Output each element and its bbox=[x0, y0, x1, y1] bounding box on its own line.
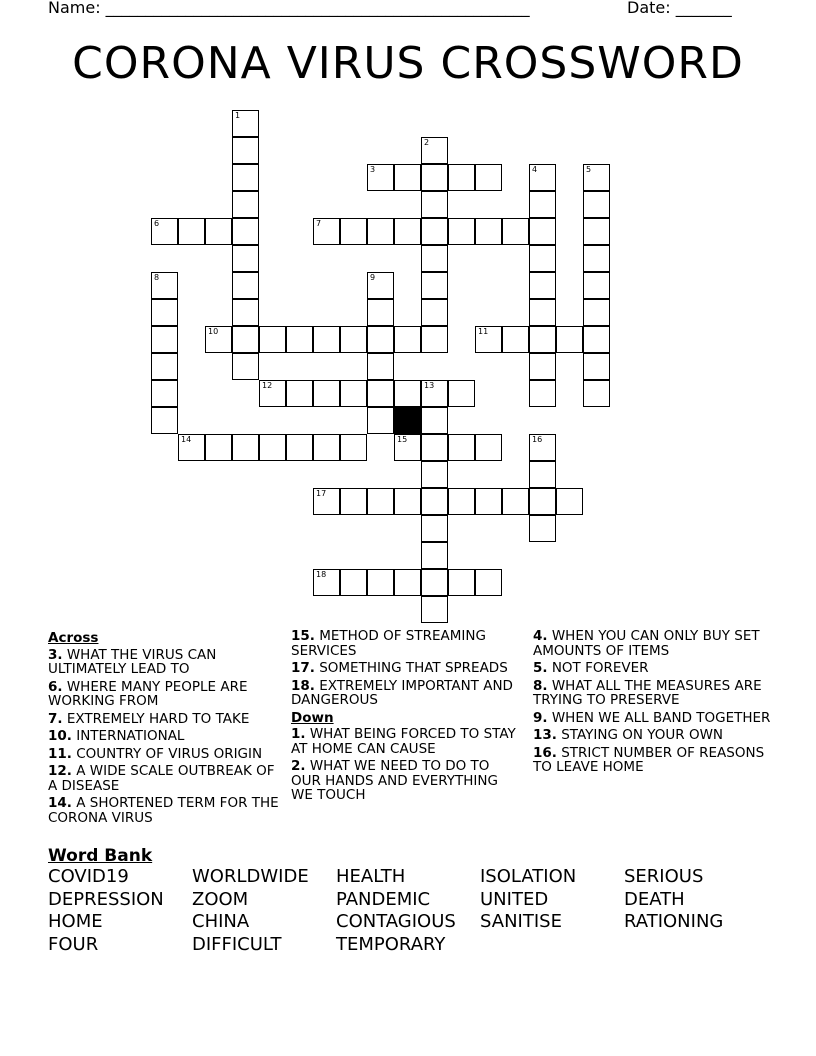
grid-cell[interactable] bbox=[502, 488, 529, 515]
grid-cell[interactable] bbox=[583, 191, 610, 218]
grid-cell[interactable] bbox=[178, 218, 205, 245]
clue-across-6 bbox=[48, 680, 280, 709]
grid-cell[interactable] bbox=[232, 272, 259, 299]
clue-number-label: 13 bbox=[424, 381, 435, 390]
grid-cell[interactable] bbox=[529, 461, 556, 488]
clues-column-1 bbox=[48, 629, 280, 828]
clue-number-label: 16 bbox=[532, 435, 543, 444]
clues-column-2 bbox=[291, 629, 523, 806]
grid-cell[interactable] bbox=[232, 326, 259, 353]
grid-cell[interactable] bbox=[448, 569, 475, 596]
clue-text: STRICT NUMBER OF REASONS TO LEAVE HOME bbox=[533, 744, 765, 775]
clue-number-label: 14 bbox=[181, 435, 192, 444]
clue-across-10 bbox=[48, 729, 280, 744]
clue-down-9 bbox=[533, 711, 773, 726]
word-bank-word: UNITED bbox=[480, 888, 549, 910]
clue-number-label: 4 bbox=[532, 165, 538, 174]
word-bank-word: DIFFICULT bbox=[192, 933, 282, 955]
clue-across-15 bbox=[291, 629, 523, 658]
grid-cell[interactable] bbox=[529, 326, 556, 353]
clue-across-7 bbox=[48, 712, 280, 727]
across-heading: Across bbox=[48, 630, 99, 646]
grid-cell[interactable] bbox=[286, 326, 313, 353]
grid-cell[interactable] bbox=[286, 434, 313, 461]
word-bank-word: SANITISE bbox=[480, 911, 562, 932]
grid-cell[interactable] bbox=[421, 515, 448, 542]
word-bank-word: DEATH bbox=[624, 888, 685, 910]
grid-cell[interactable] bbox=[232, 164, 259, 191]
clue-text: STAYING ON YOUR OWN bbox=[561, 727, 724, 743]
grid-cell[interactable] bbox=[340, 569, 367, 596]
date-field-label[interactable]: Date: _______ bbox=[627, 0, 732, 17]
grid-cell[interactable] bbox=[151, 380, 178, 407]
clue-number: 11. bbox=[48, 745, 72, 762]
grid-cell[interactable] bbox=[421, 488, 448, 515]
grid-cell[interactable] bbox=[151, 353, 178, 380]
grid-cell[interactable] bbox=[232, 110, 259, 137]
clue-across-3 bbox=[48, 648, 280, 677]
clue-text: A WIDE SCALE OUTBREAK OF A DISEASE bbox=[48, 763, 275, 794]
grid-cell[interactable] bbox=[340, 326, 367, 353]
clue-number: 16. bbox=[533, 744, 557, 761]
word-bank-word: TEMPORARY bbox=[336, 933, 446, 955]
grid-cell[interactable] bbox=[313, 434, 340, 461]
grid-cell[interactable] bbox=[475, 569, 502, 596]
grid-cell[interactable] bbox=[529, 245, 556, 272]
clue-text: WHEN WE ALL BAND TOGETHER bbox=[551, 709, 771, 726]
grid-cell[interactable] bbox=[583, 164, 610, 191]
clue-text: WHAT ALL THE MEASURES ARE TRYING TO PRESERVE bbox=[533, 677, 762, 708]
clue-text: A SHORTENED TERM FOR THE CORONA VIRUS bbox=[48, 795, 279, 826]
clue-number: 12. bbox=[48, 763, 72, 779]
word-bank-word: ISOLATION bbox=[480, 866, 577, 887]
grid-cell[interactable] bbox=[448, 380, 475, 407]
grid-cell[interactable] bbox=[421, 434, 448, 461]
grid-cell[interactable] bbox=[529, 380, 556, 407]
clue-number-label: 2 bbox=[424, 138, 430, 147]
clue-number: 2. bbox=[291, 758, 306, 774]
clue-number-label: 10 bbox=[208, 327, 219, 336]
word-bank-word: HOME bbox=[48, 911, 103, 932]
grid-cell[interactable] bbox=[475, 164, 502, 191]
clue-number: 10. bbox=[48, 728, 72, 744]
grid-cell[interactable] bbox=[475, 434, 502, 461]
grid-cell[interactable] bbox=[475, 218, 502, 245]
grid-cell[interactable] bbox=[232, 191, 259, 218]
grid-cell[interactable] bbox=[475, 488, 502, 515]
grid-cell[interactable] bbox=[421, 461, 448, 488]
grid-cell[interactable] bbox=[394, 434, 421, 461]
grid-cell[interactable] bbox=[367, 488, 394, 515]
down-heading: Down bbox=[291, 709, 334, 726]
grid-cell[interactable] bbox=[367, 272, 394, 299]
clue-number-label: 17 bbox=[316, 489, 327, 498]
clue-number: 15. bbox=[291, 628, 315, 644]
clue-text: EXTREMELY IMPORTANT AND DANGEROUS bbox=[291, 677, 513, 708]
grid-cell[interactable] bbox=[367, 164, 394, 191]
clue-number-label: 1 bbox=[235, 111, 241, 120]
grid-cell[interactable] bbox=[421, 137, 448, 164]
clue-number: 9. bbox=[533, 709, 548, 726]
clue-number: 18. bbox=[291, 677, 315, 694]
grid-cell[interactable] bbox=[448, 488, 475, 515]
grid-cell[interactable] bbox=[529, 191, 556, 218]
page-title: CORONA VIRUS CROSSWORD bbox=[72, 38, 744, 89]
grid-cell[interactable] bbox=[421, 191, 448, 218]
grid-cell[interactable] bbox=[151, 299, 178, 326]
clue-text: NOT FOREVER bbox=[551, 660, 649, 676]
clue-text: WHEN YOU CAN ONLY BUY SET AMOUNTS OF ITEMS bbox=[533, 628, 760, 659]
grid-cell[interactable] bbox=[421, 218, 448, 245]
name-field-label[interactable]: Name: _____________________________________________________ bbox=[48, 0, 530, 17]
clue-number-label: 12 bbox=[262, 381, 273, 390]
grid-cell[interactable] bbox=[421, 326, 448, 353]
grid-cell[interactable] bbox=[259, 434, 286, 461]
grid-cell[interactable] bbox=[367, 299, 394, 326]
grid-cell[interactable] bbox=[205, 218, 232, 245]
word-bank-word: CHINA bbox=[192, 911, 250, 932]
word-bank-word: HEALTH bbox=[336, 866, 406, 887]
clue-down-2 bbox=[291, 759, 523, 803]
grid-cell[interactable] bbox=[529, 299, 556, 326]
grid-cell[interactable] bbox=[232, 434, 259, 461]
word-bank-word: ZOOM bbox=[192, 888, 249, 910]
clue-down-1 bbox=[291, 727, 523, 756]
grid-cell[interactable] bbox=[367, 353, 394, 380]
clue-number-label: 15 bbox=[397, 435, 408, 444]
grid-cell[interactable] bbox=[232, 218, 259, 245]
grid-cell[interactable] bbox=[286, 380, 313, 407]
word-bank-word: CONTAGIOUS bbox=[336, 911, 456, 932]
grid-cell[interactable] bbox=[259, 380, 286, 407]
clue-number: 6. bbox=[48, 678, 63, 695]
clue-down-8 bbox=[533, 679, 773, 708]
word-bank-word: SERIOUS bbox=[624, 866, 704, 887]
clue-across-12 bbox=[48, 764, 280, 793]
clue-text: WHAT THE VIRUS CAN ULTIMATELY LEAD TO bbox=[48, 646, 217, 677]
clue-number: 1. bbox=[291, 726, 306, 742]
word-bank-word: DEPRESSION bbox=[48, 888, 164, 910]
clue-number: 17. bbox=[291, 660, 315, 676]
grid-cell[interactable] bbox=[529, 515, 556, 542]
grid-cell[interactable] bbox=[529, 488, 556, 515]
word-bank bbox=[48, 846, 768, 956]
clue-number-label: 8 bbox=[154, 273, 160, 282]
word-bank-word: WORLDWIDE bbox=[192, 866, 309, 887]
grid-cell[interactable] bbox=[556, 488, 583, 515]
grid-cell[interactable] bbox=[367, 326, 394, 353]
grid-cell[interactable] bbox=[394, 380, 421, 407]
grid-cell[interactable] bbox=[421, 272, 448, 299]
grid-cell[interactable] bbox=[529, 218, 556, 245]
clue-text: INTERNATIONAL bbox=[76, 728, 185, 744]
grid-cell[interactable] bbox=[367, 218, 394, 245]
clue-down-5 bbox=[533, 661, 773, 676]
clue-number: 4. bbox=[533, 628, 548, 644]
grid-cell[interactable] bbox=[340, 488, 367, 515]
clue-number: 7. bbox=[48, 710, 63, 727]
clue-number: 13. bbox=[533, 727, 557, 743]
grid-cell[interactable] bbox=[583, 326, 610, 353]
grid-cell[interactable] bbox=[421, 164, 448, 191]
grid-cell[interactable] bbox=[394, 488, 421, 515]
word-bank-word: RATIONING bbox=[624, 911, 724, 932]
grid-cell[interactable] bbox=[232, 137, 259, 164]
clue-number: 14. bbox=[48, 795, 72, 811]
grid-cell[interactable] bbox=[367, 380, 394, 407]
grid-block bbox=[394, 407, 421, 434]
grid-cell[interactable] bbox=[151, 407, 178, 434]
clue-down-4 bbox=[533, 629, 773, 658]
grid-cell[interactable] bbox=[529, 164, 556, 191]
grid-cell[interactable] bbox=[151, 218, 178, 245]
grid-cell[interactable] bbox=[583, 272, 610, 299]
grid-cell[interactable] bbox=[529, 272, 556, 299]
grid-cell[interactable] bbox=[502, 326, 529, 353]
grid-cell[interactable] bbox=[583, 353, 610, 380]
clue-text: SOMETHING THAT SPREADS bbox=[319, 660, 508, 676]
grid-cell[interactable] bbox=[232, 353, 259, 380]
grid-cell[interactable] bbox=[205, 434, 232, 461]
grid-cell[interactable] bbox=[529, 434, 556, 461]
grid-cell[interactable] bbox=[232, 299, 259, 326]
word-bank-word: FOUR bbox=[48, 933, 99, 955]
grid-cell[interactable] bbox=[232, 245, 259, 272]
clue-number: 5. bbox=[533, 660, 548, 676]
grid-cell[interactable] bbox=[583, 299, 610, 326]
grid-cell[interactable] bbox=[394, 569, 421, 596]
clue-number-label: 9 bbox=[370, 273, 376, 282]
grid-cell[interactable] bbox=[340, 434, 367, 461]
clue-across-17 bbox=[291, 661, 523, 676]
grid-cell[interactable] bbox=[313, 380, 340, 407]
grid-cell[interactable] bbox=[448, 218, 475, 245]
grid-cell[interactable] bbox=[340, 218, 367, 245]
word-bank-word: COVID19 bbox=[48, 866, 129, 887]
clue-text: WHERE MANY PEOPLE ARE WORKING FROM bbox=[48, 678, 248, 709]
clue-number-label: 11 bbox=[478, 327, 489, 336]
grid-cell[interactable] bbox=[340, 380, 367, 407]
grid-cell[interactable] bbox=[151, 326, 178, 353]
grid-cell[interactable] bbox=[178, 434, 205, 461]
grid-cell[interactable] bbox=[502, 218, 529, 245]
clue-text: METHOD OF STREAMING SERVICES bbox=[291, 628, 486, 659]
grid-cell[interactable] bbox=[313, 326, 340, 353]
grid-cell[interactable] bbox=[529, 353, 556, 380]
clue-across-18 bbox=[291, 679, 523, 708]
clue-number-label: 18 bbox=[316, 570, 327, 579]
grid-cell[interactable] bbox=[421, 542, 448, 569]
grid-cell[interactable] bbox=[313, 569, 340, 596]
grid-cell[interactable] bbox=[394, 218, 421, 245]
clue-across-11 bbox=[48, 747, 280, 762]
grid-cell[interactable] bbox=[421, 596, 448, 623]
clue-text: EXTREMELY HARD TO TAKE bbox=[66, 710, 250, 727]
grid-cell[interactable] bbox=[151, 272, 178, 299]
grid-cell[interactable] bbox=[448, 164, 475, 191]
grid-cell[interactable] bbox=[421, 299, 448, 326]
grid-cell[interactable] bbox=[394, 164, 421, 191]
grid-cell[interactable] bbox=[367, 407, 394, 434]
clue-down-16 bbox=[533, 746, 773, 775]
clue-text: WHAT BEING FORCED TO STAY AT HOME CAN CAUSE bbox=[291, 726, 516, 757]
word-bank-list bbox=[48, 866, 768, 956]
grid-cell[interactable] bbox=[583, 245, 610, 272]
clue-across-14 bbox=[48, 796, 280, 825]
grid-cell[interactable] bbox=[421, 245, 448, 272]
clue-number: 3. bbox=[48, 646, 63, 663]
grid-cell[interactable] bbox=[583, 380, 610, 407]
grid-cell[interactable] bbox=[313, 218, 340, 245]
clue-number-label: 3 bbox=[370, 165, 376, 174]
word-bank-title: Word Bank bbox=[48, 846, 153, 866]
clue-text: WHAT WE NEED TO DO TO OUR HANDS AND EVERYTHING WE TOUCH bbox=[291, 758, 498, 803]
clues-column-3 bbox=[533, 629, 773, 778]
grid-cell[interactable] bbox=[205, 326, 232, 353]
grid-cell[interactable] bbox=[421, 569, 448, 596]
clue-down-13 bbox=[533, 728, 773, 743]
grid-cell[interactable] bbox=[556, 326, 583, 353]
clue-number-label: 5 bbox=[586, 165, 592, 174]
grid-cell[interactable] bbox=[475, 326, 502, 353]
grid-cell[interactable] bbox=[394, 326, 421, 353]
grid-cell[interactable] bbox=[583, 218, 610, 245]
clue-number-label: 7 bbox=[316, 219, 322, 228]
grid-cell[interactable] bbox=[421, 407, 448, 434]
clue-number: 8. bbox=[533, 677, 548, 694]
grid-cell[interactable] bbox=[259, 326, 286, 353]
word-bank-word: PANDEMIC bbox=[336, 888, 431, 910]
grid-cell[interactable] bbox=[313, 488, 340, 515]
grid-cell[interactable] bbox=[367, 569, 394, 596]
clue-number-label: 6 bbox=[154, 219, 160, 228]
clue-text: COUNTRY OF VIRUS ORIGIN bbox=[76, 745, 263, 762]
grid-cell[interactable] bbox=[448, 434, 475, 461]
grid-cell[interactable] bbox=[421, 380, 448, 407]
